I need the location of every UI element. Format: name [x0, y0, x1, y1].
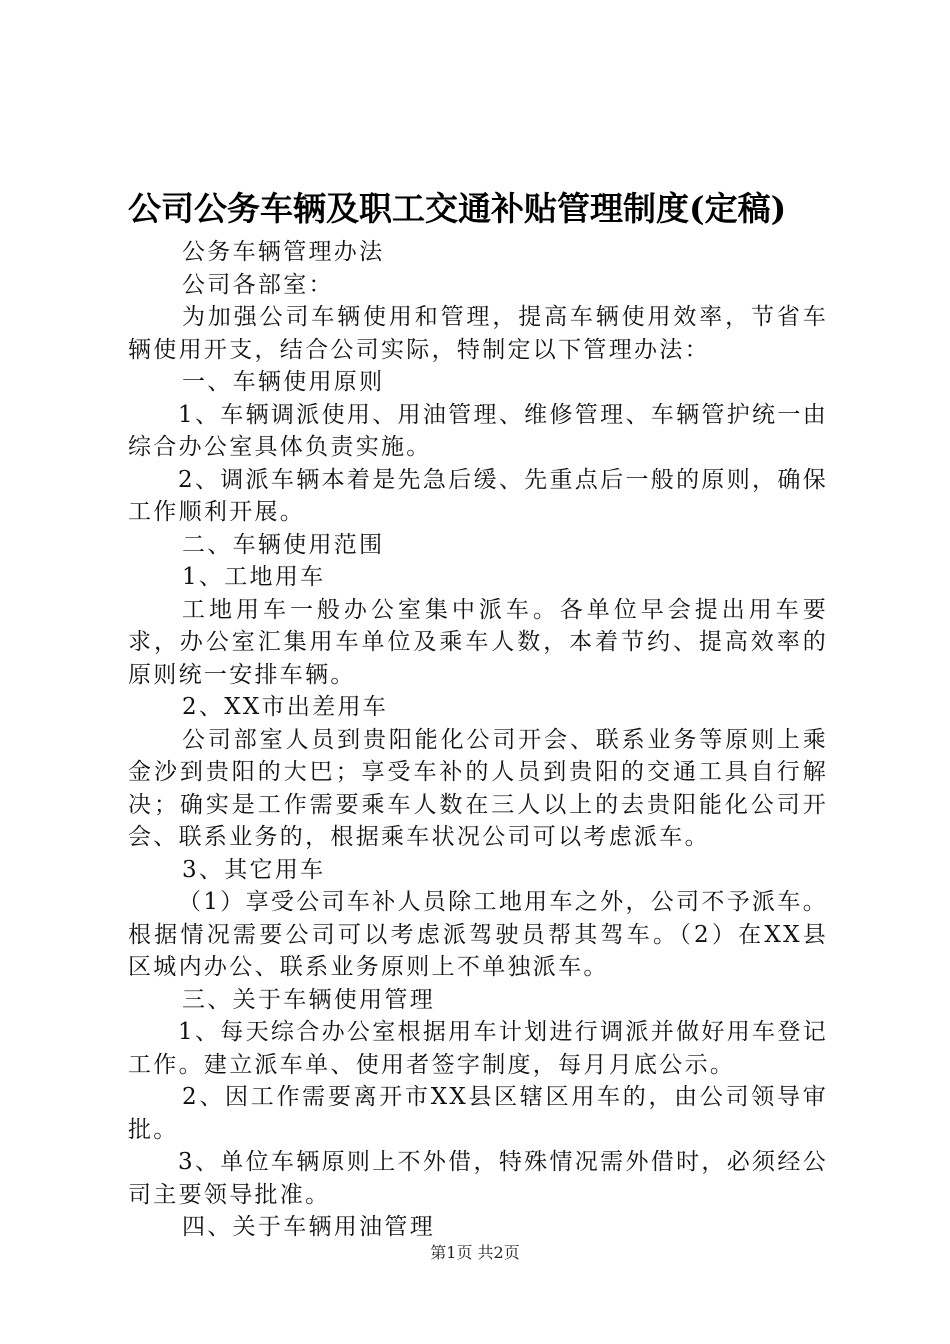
paragraph: 工地用车一般办公室集中派车。各单位早会提出用车要求，办公室汇集用车单位及乘车人数，本着节约、提高效率的原则统一安排车辆。: [128, 596, 828, 688]
section-heading: 四、关于车辆用油管理: [182, 1214, 435, 1240]
paragraph: 2、调派车辆本着是先急后缓、先重点后一般的原则，确保工作顺利开展。: [128, 466, 828, 525]
paragraph: 1、车辆调派使用、用油管理、维修管理、车辆管护统一由综合办公室具体负责实施。: [128, 401, 828, 460]
paragraph: 公司各部室：: [182, 271, 334, 298]
page-footer: 第1页 共2页: [430, 1243, 520, 1262]
paragraph: 3、单位车辆原则上不外借，特殊情况需外借时，必须经公司主要领导批准。: [128, 1149, 828, 1208]
paragraph: 1、每天综合办公室根据用车计划进行调派并做好用车登记工作。建立派车单、使用者签字制度，每月月底公示。: [128, 1019, 828, 1078]
subsection-heading: 1、工地用车: [182, 564, 326, 590]
section-heading: 二、车辆使用范围: [182, 531, 385, 558]
paragraph: 2、因工作需要离开市XX县区辖区用车的，由公司领导审批。: [128, 1084, 828, 1143]
section-heading: 一、车辆使用原则: [182, 369, 385, 395]
subsection-heading: 3、其它用车: [182, 856, 326, 883]
paragraph: 公司部室人员到贵阳能化公司开会、联系业务等原则上乘金沙到贵阳的大巴；享受车补的人员到贵阳的交通工具自行解决；确实是工作需要乘车人数在三人以上的去贵阳能化公司开会、联系业务的，根据乘车状况公司可以考虑派车。: [128, 726, 828, 850]
subsection-heading: 2、XX市出差用车: [182, 694, 389, 720]
section-heading: 三、关于车辆使用管理: [182, 986, 435, 1013]
document-title: 公司公务车辆及职工交通补贴管理制度(定稿): [128, 189, 787, 228]
document-body: [128, 236, 828, 1244]
paragraph: 为加强公司车辆使用和管理，提高车辆使用效率，节省车辆使用开支，结合公司实际，特制定以下管理办法：: [128, 304, 828, 363]
paragraph: 公务车辆管理办法: [182, 239, 385, 265]
paragraph: （1）享受公司车补人员除工地用车之外，公司不予派车。根据情况需要公司可以考虑派驾驶员帮其驾车。（2）在XX县区城内办公、联系业务原则上不单独派车。: [128, 889, 828, 980]
